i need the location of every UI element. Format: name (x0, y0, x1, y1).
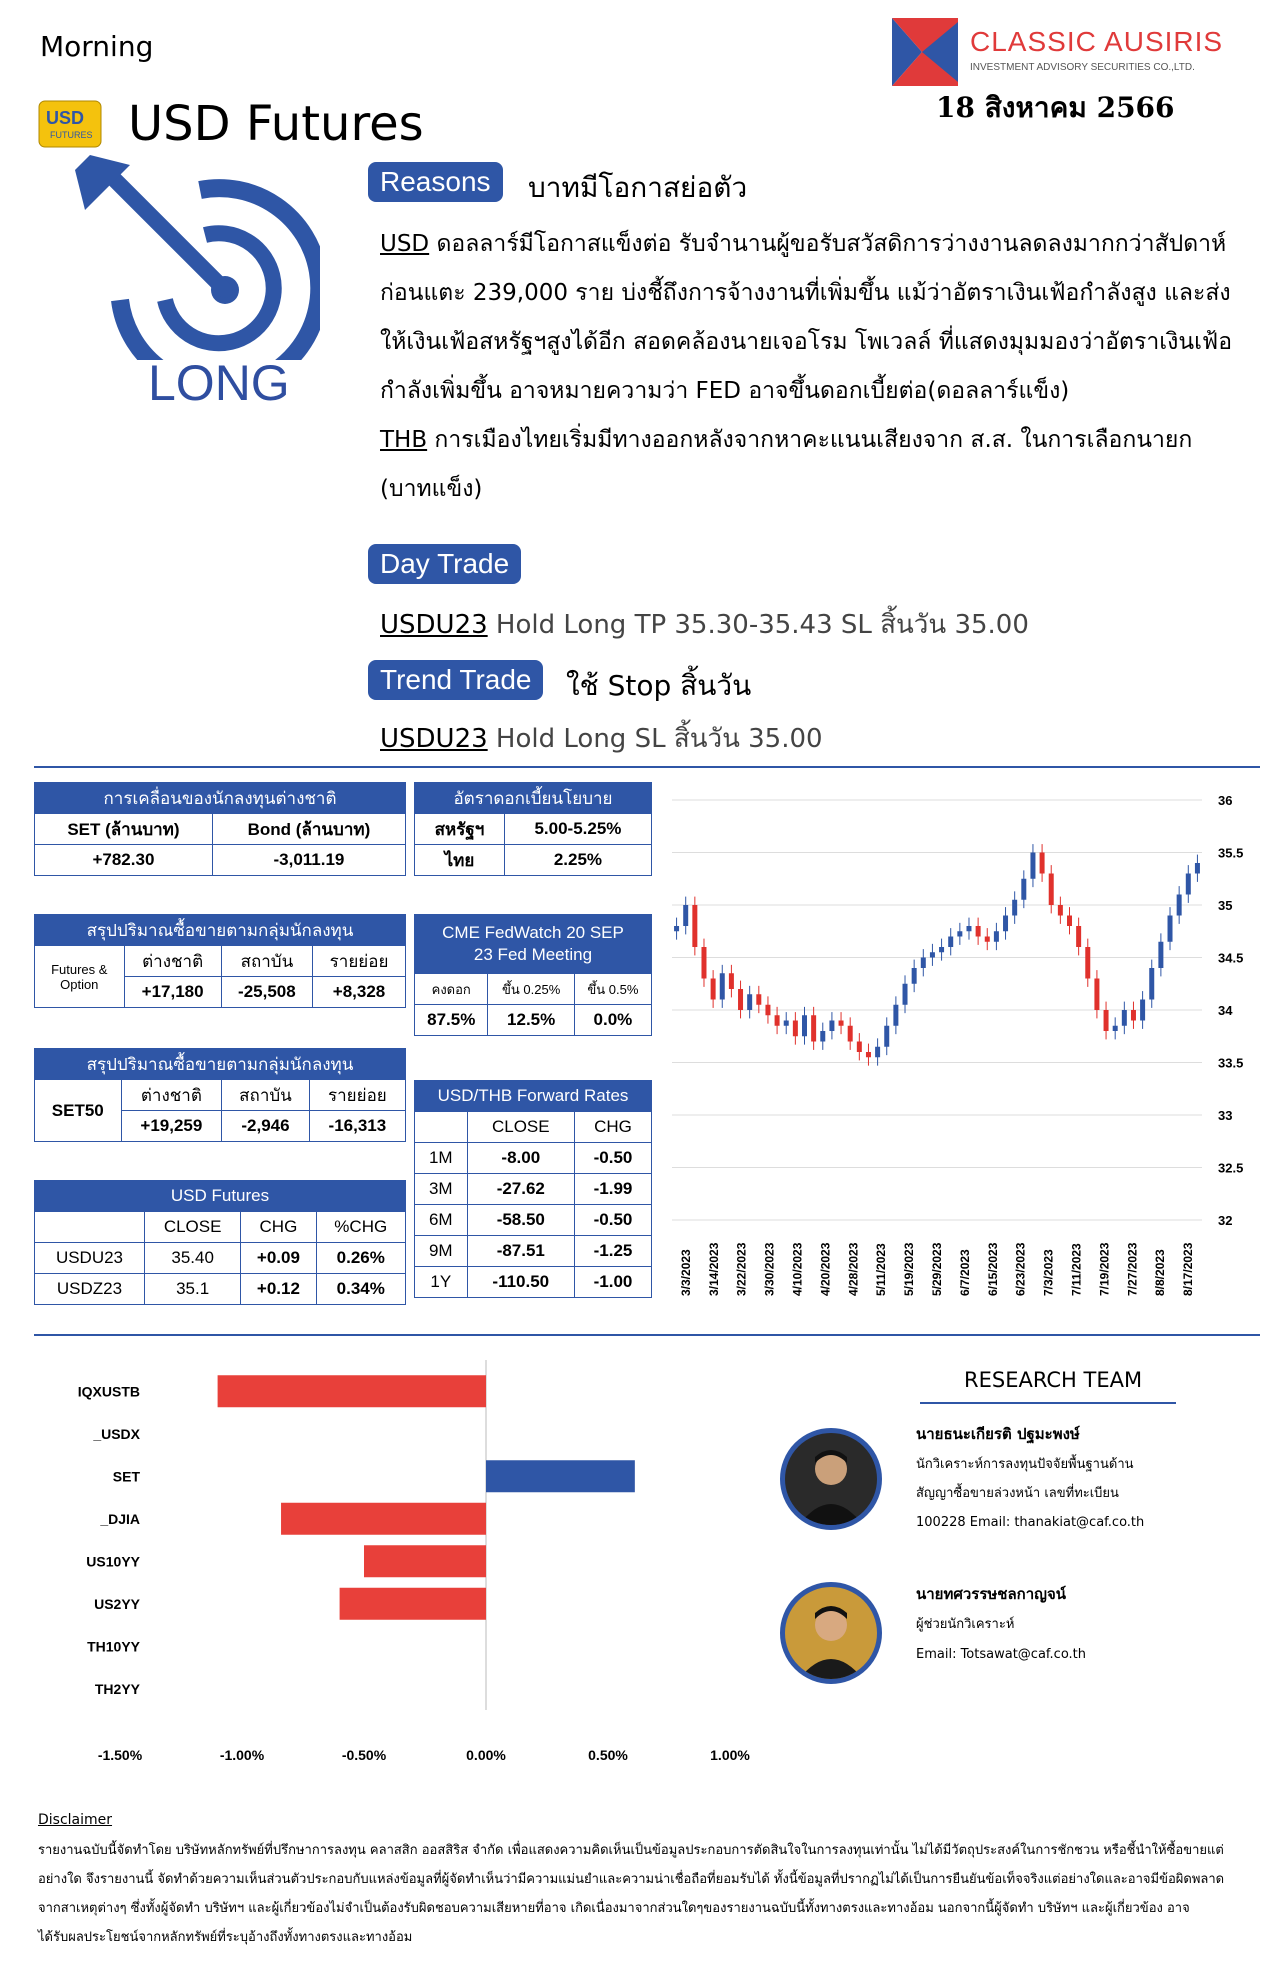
brand-subtitle: INVESTMENT ADVISORY SECURITIES CO.,LTD. (970, 62, 1195, 73)
bar (486, 1460, 635, 1492)
category-label: US2YY (94, 1595, 140, 1612)
usd-futures-badge-icon (38, 100, 102, 148)
bar (340, 1588, 486, 1620)
candle-body (1030, 853, 1035, 879)
candle-body (1021, 879, 1026, 900)
x-tick-label: 6/7/2023 (957, 1249, 972, 1296)
analyst-2-avatar (780, 1582, 882, 1684)
x-tick-label: 0.50% (588, 1747, 628, 1763)
analyst-1-role-2: สัญญาซื้อขายล่วงหน้า เลขที่ทะเบียน (916, 1486, 1119, 1501)
category-label: TH2YY (94, 1680, 140, 1697)
candle-body (957, 931, 962, 936)
table-row: 1Y -110.50 -1.00 (415, 1267, 652, 1298)
candle-body (683, 905, 688, 926)
trend-trade-note: ใช้ Stop สิ้นวัน (566, 669, 752, 702)
category-label: SET (112, 1468, 140, 1485)
candle-body (1003, 916, 1008, 932)
category-label: US10YY (86, 1553, 140, 1570)
candle-body (1067, 916, 1072, 927)
table-row: 9M -87.51 -1.25 (415, 1236, 652, 1267)
candle-body (1149, 968, 1154, 1000)
category-label: TH10YY (87, 1638, 140, 1655)
x-tick-label: 0.00% (466, 1747, 506, 1763)
x-tick-label: -0.50% (341, 1747, 387, 1763)
candle-body (765, 1005, 770, 1016)
section-divider-2 (34, 1334, 1260, 1336)
reason-usd-line-1: USD ดอลลาร์มีโอกาสแข็งต่อ รับจำนานผู้ขอรับสวัสดิการว่างงานลดลงมากกว่าสัปดาห์ (380, 231, 1227, 257)
category-label: _USDX (93, 1425, 140, 1442)
candle-body (939, 947, 944, 952)
x-tick-label: 4/28/2023 (846, 1242, 861, 1296)
futures-flow-title: สรุปปริมาณซื้อขายตามกลุ่มนักลงทุน (35, 915, 406, 946)
research-team-title: RESEARCH TEAM (964, 1368, 1143, 1392)
trend-trade-line: USDU23 Hold Long SL สิ้นวัน 35.00 (380, 724, 823, 754)
candle-body (784, 1021, 789, 1026)
candle-body (1076, 926, 1081, 947)
market-change-bar-chart (30, 1350, 750, 1780)
bar (281, 1503, 486, 1535)
candle-body (994, 931, 999, 942)
candle-body (1195, 863, 1200, 874)
forward-rates-table: USD/THB Forward Rates CLOSE CHG 1M -8.00 -0.50 3M -27.62 -1.99 6M -58.50 -0.50 9M -87.51 -1.25 1Y -110.50 -1.00 (414, 1080, 652, 1298)
reason-usd-line-4: กำลังเพิ่มขึ้น อาจหมายความว่า FED อาจขึ้นดอกเบี้ยต่อ(ดอลลาร์แข็ง) (380, 378, 1070, 404)
candle-body (848, 1026, 853, 1042)
candle-body (1085, 947, 1090, 979)
disclaimer-text: รายงานฉบับนี้จัดทำโดย บริษัทหลักทรัพย์ที่ปรึกษาการลงทุน คลาสสิก ออสสิริส จำกัด เพื่อแสดงความคิดเห็นเป็นข้อมูลประกอบการตัดสินใจในการลงทุนเท่านั้น ไม่ได้มีวัตถุประสงค์ในการชักชวน หรือชี้นำให้ซื้อขายแต่ อย่างใด จึงรายงานนี้ จัดทำด้วยความเห็นส่วนตัวประกอบกับแหล่งข้อมูลที่ผู้จัดทำเห็นว่ามีความแม่นยำและความน่าเชื่อถือที่ยอมรับได้ ทั้งนี้ข้อมูลที่ปรากฏไม่ได้เป็นการยืนยันข้อเท็จจริงแต่อย่างใดและอาจมีข้อผิดพลาด จากสาเหตุต่างๆ ซึ่งทั้งผู้จัดทำ บริษัทฯ และผู้เกี่ยวข้องไม่จำเป็นต้องรับผิดชอบความเสียหายที่อาจ เกิดเนื่องมาจากส่วนใดๆของรายงานฉบับนี้ทั้งทางตรงและทางอ้อม นอกจากนี้ผู้จัดทำ บริษัทฯ และผู้เกี่ยวข้อง อาจ ได้รับผลประโยชน์จากหลักทรัพย์ที่ระบุอ้างถึงทั้งทางตรงและทางอ้อม (38, 1843, 1225, 1945)
candle-body (1122, 1010, 1127, 1026)
x-tick-label: 5/11/2023 (874, 1243, 889, 1296)
analyst-2-role: ผู้ช่วยนักวิเคราะห์ (916, 1617, 1015, 1632)
bar (218, 1375, 486, 1407)
set50-flow-title: สรุปปริมาณซื้อขายตามกลุ่มนักลงทุน (35, 1049, 406, 1080)
analyst-2-contact[interactable]: Email: Totsawat@caf.co.th (916, 1647, 1087, 1662)
set50-flow-table: สรุปปริมาณซื้อขายตามกลุ่มนักลงทุน SET50 ต่างชาติ สถาบัน รายย่อย +19,259 -2,946 -16,313 (34, 1048, 406, 1142)
candle-body (756, 994, 761, 1005)
candle-body (720, 973, 725, 999)
candle-body (930, 952, 935, 957)
disclaimer-title: Disclaimer (38, 1812, 113, 1828)
candle-body (674, 926, 679, 931)
candle-body (976, 926, 981, 937)
category-label: IQXUSTB (77, 1383, 140, 1400)
candle-body (1113, 1026, 1118, 1031)
candle-body (893, 1005, 898, 1026)
thb-tag: THB (380, 427, 428, 453)
day-trade-pill: Day Trade (368, 544, 521, 584)
x-tick-label: 3/22/2023 (734, 1242, 749, 1296)
candle-body (985, 937, 990, 942)
x-tick-label: -1.50% (97, 1747, 143, 1763)
day-trade-line: USDU23 Hold Long TP 35.30-35.43 SL สิ้นวัน 35.00 (380, 610, 1029, 640)
fedwatch-table: CME FedWatch 20 SEP 23 Fed Meeting คงดอก ขึ้น 0.25% ขึ้น 0.5% 87.5% 12.5% 0.0% (414, 914, 652, 1036)
x-tick-label: 7/3/2023 (1041, 1249, 1056, 1296)
futures-flow-table: สรุปปริมาณซื้อขายตามกลุ่มนักลงทุน Futures & Option ต่างชาติ สถาบัน รายย่อย +17,180 -25,508 +8,328 (34, 914, 406, 1008)
bar (364, 1545, 486, 1577)
table-row: USDU23 35.40 +0.09 0.26% (35, 1243, 406, 1274)
y-tick-label: 36 (1218, 793, 1233, 808)
reason-usd-line-3: ให้เงินเฟ้อสหรัฐฯสูงได้อีก สอดคล้องนายเจอโรม โพเวลล์ ที่แสดงมุมมองว่าอัตราเงินเฟ้อ (380, 329, 1233, 355)
x-tick-label: 7/19/2023 (1097, 1242, 1112, 1296)
candle-body (701, 947, 706, 979)
candle-body (1040, 853, 1045, 874)
analyst-1-avatar (780, 1428, 882, 1530)
candle-body (857, 1042, 862, 1053)
x-tick-label: 8/17/2023 (1181, 1242, 1196, 1296)
candle-body (1158, 942, 1163, 968)
usd-futures-price-chart (662, 780, 1274, 1300)
candle-body (839, 1021, 844, 1026)
candle-body (802, 1015, 807, 1036)
candle-body (1012, 900, 1017, 916)
candle-body (811, 1015, 816, 1041)
y-tick-label: 32 (1218, 1213, 1233, 1228)
candle-body (793, 1021, 798, 1037)
candle-body (866, 1052, 871, 1057)
candle-body (747, 994, 752, 1010)
candle-body (1140, 1000, 1145, 1021)
reason-thb-line-2: (บาทแข็ง) (380, 476, 483, 502)
policy-rate-title: อัตราดอกเบี้ยนโยบาย (415, 783, 652, 814)
reasons-headline: บาทมีโอกาสย่อตัว (528, 171, 748, 204)
y-tick-label: 32.5 (1218, 1160, 1244, 1176)
y-tick-label: 35 (1218, 898, 1233, 913)
candle-body (1131, 1010, 1136, 1021)
candle-body (884, 1026, 889, 1047)
y-tick-label: 33 (1218, 1108, 1233, 1123)
candle-body (966, 926, 971, 931)
company-logo-icon (892, 18, 958, 86)
x-tick-label: 7/27/2023 (1125, 1242, 1140, 1296)
usd-futures-table: USD Futures CLOSE CHG %CHG USDU23 35.40 +0.09 0.26% USDZ23 35.1 +0.12 0.34% (34, 1180, 406, 1305)
brand-name: CLASSIC AUSIRIS (970, 26, 1224, 57)
table-row: 6M -58.50 -0.50 (415, 1205, 652, 1236)
reasons-pill: Reasons (368, 162, 503, 202)
candle-body (912, 968, 917, 984)
table-row: USDZ23 35.1 +0.12 0.34% (35, 1274, 406, 1305)
foreign-flow-table: การเคลื่อนของนักลงทุนต่างชาติ SET (ล้านบาท) Bond (ล้านบาท) +782.30 -3,011.19 (34, 782, 406, 876)
candle-body (1058, 905, 1063, 916)
policy-rate-table: อัตราดอกเบี้ยนโยบาย สหรัฐฯ 5.00-5.25% ไทย 2.25% (414, 782, 652, 876)
candle-body (738, 989, 743, 1010)
candle-body (1177, 895, 1182, 916)
target-dart-icon (70, 150, 320, 360)
candle-body (921, 958, 926, 969)
y-tick-label: 34.5 (1218, 950, 1244, 966)
x-tick-label: 8/8/2023 (1153, 1249, 1168, 1296)
x-tick-label: 7/11/2023 (1069, 1243, 1084, 1296)
x-tick-label: -1.00% (219, 1747, 265, 1763)
section-divider (34, 766, 1260, 768)
edition-label: Morning (40, 30, 154, 63)
usd-futures-title: USD Futures (35, 1181, 406, 1212)
x-tick-label: 5/29/2023 (930, 1242, 944, 1296)
candle-body (775, 1015, 780, 1026)
badge-sub: FUTURES (50, 130, 93, 140)
research-team-underline (920, 1402, 1176, 1404)
forward-rates-title: USD/THB Forward Rates (415, 1081, 652, 1112)
signal-label: LONG (148, 355, 290, 411)
analyst-1-name: นายธนะเกียรติ ปฐมะพงษ์ (916, 1425, 1080, 1443)
candle-body (1186, 874, 1191, 895)
x-tick-label: 6/23/2023 (1013, 1242, 1028, 1296)
x-tick-label: 4/10/2023 (790, 1242, 805, 1296)
trend-trade-pill: Trend Trade (368, 660, 543, 700)
table-row: 1M -8.00 -0.50 (415, 1143, 652, 1174)
candle-body (820, 1031, 825, 1042)
y-tick-label: 33.5 (1218, 1055, 1244, 1071)
analyst-1-contact[interactable]: 100228 Email: thanakiat@caf.co.th (916, 1515, 1145, 1530)
x-tick-label: 6/15/2023 (985, 1242, 1000, 1296)
badge-text: USD (46, 108, 85, 128)
candle-body (1104, 1010, 1109, 1031)
candle-body (903, 984, 908, 1005)
x-tick-label: 1.00% (710, 1747, 750, 1763)
usd-tag: USD (380, 231, 430, 257)
candle-body (1049, 874, 1054, 906)
foreign-flow-title: การเคลื่อนของนักลงทุนต่างชาติ (35, 783, 406, 814)
candle-body (948, 937, 953, 948)
reason-usd-line-2: ก่อนแตะ 239,000 ราย บ่งชี้ถึงการจ้างงานที่เพิ่มขึ้น แม้ว่าอัตราเงินเฟ้อกำลังสูง และส่ง (380, 280, 1231, 306)
candle-body (692, 905, 697, 947)
x-tick-label: 4/20/2023 (818, 1242, 833, 1296)
candle-body (875, 1047, 880, 1058)
analyst-1-role: นักวิเคราะห์การลงทุนปัจจัยพื้นฐานด้าน (916, 1457, 1134, 1472)
page-title: USD Futures (128, 96, 424, 152)
candle-body (829, 1021, 834, 1032)
y-tick-label: 35.5 (1218, 845, 1244, 861)
x-tick-label: 3/30/2023 (762, 1242, 777, 1296)
candle-body (729, 973, 734, 989)
x-tick-label: 3/3/2023 (678, 1249, 693, 1296)
table-row: 3M -27.62 -1.99 (415, 1174, 652, 1205)
x-tick-label: 5/19/2023 (902, 1242, 917, 1296)
candle-body (1094, 979, 1099, 1011)
candle-body (711, 979, 716, 1000)
report-date: 18 สิงหาคม 2566 (936, 91, 1175, 124)
category-label: _DJIA (100, 1510, 140, 1527)
y-tick-label: 34 (1218, 1003, 1233, 1018)
analyst-2-name: นายทศวรรษชลกาญจน์ (916, 1585, 1066, 1603)
x-tick-label: 3/14/2023 (706, 1242, 721, 1296)
reason-thb-line-1: THB การเมืองไทยเริ่มมีทางออกหลังจากหาคะแนนเสียงจาก ส.ส. ในการเลือกนายก (380, 427, 1193, 453)
candle-body (1168, 916, 1173, 942)
